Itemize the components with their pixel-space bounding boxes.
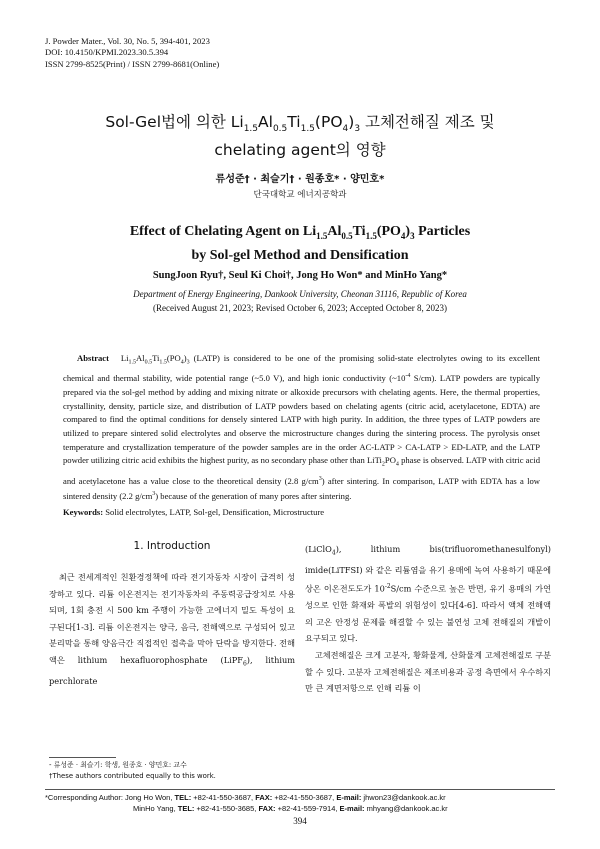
- footnote-divider: [49, 757, 116, 758]
- received-dates: (Received August 21, 2023; Revised October 6, 2023; Accepted October 8, 2023): [153, 303, 447, 313]
- corresponding-divider: [45, 789, 555, 790]
- keywords-label: Keywords:: [63, 507, 104, 517]
- korean-authors: 류성준† · 최슬기† · 원종호* · 양민호*: [215, 174, 385, 185]
- footnote-roles: - 류성준 · 최슬기: 학생, 원종호 · 양민호: 교수: [49, 761, 187, 769]
- journal-header: [45, 36, 219, 70]
- right-column-text: (LiClO$_4$), lithium bis(trifluoromethanesulfonyl) imide(LiTFSI) 와 같은 리튬염을 유기 용매에 녹여 사용하기 때문에 상온 이온전도도가 $10^{-2}S/cm$ 수준으로 높은 반면, 유기 용매의 가연성으로 인한 화재와 폭발의 위험성이 있다[4-6]. 따라서 액체 전해액의 고온 안정성 문제를 해결할 수 있는 불연성 고체 전해질의 개발이 요구되고 있다. 고체전해질은 크게 고분자, 황화물계, 산화물계 고체전해질로 구분할 수 있다. 고분자 고체전해질은 제조비용과 공정 측면에서 우수하지만 큰 계면저항으로 인해 리튬 이: [305, 541, 551, 697]
- korean-title: Sol-Gel법에 의한 $Li_{1.5}Al_{0.5}Ti_{1.5}(PO_4)_3$ 고체전해질 제조 및 chelating agent의 영향: [0, 112, 600, 161]
- journal-issn: ISSN 2799-8525(Print) / ISSN 2799-8681(Online): [45, 58, 220, 69]
- english-title-line2: by Sol-gel Method and Densification: [191, 247, 409, 263]
- right-paragraph-2: 고체전해질은 크게 고분자, 황화물계, 산화물계 고체전해질로 구분할 수 있다. 고분자 고체전해질은 제조비용과 공정 측면에서 우수하지만 큰 계면저항으로 인해 리튬 이: [305, 649, 551, 694]
- english-title: Effect of Chelating Agent on $Li_{1.5}Al_{0.5}Ti_{1.5}(PO_4)_3$ Particles by Sol-gel Method and Densification: [0, 222, 600, 265]
- section-heading: 1. Introduction: [133, 540, 211, 552]
- abstract: Abstract $Li_{1.5}Al_{0.5}Ti_{1.5}(PO_4)_3$ (LATP) is considered to be one of the promising solid-state electrolytes owing to its excellent chemical and thermal stability, wide potential range (~5.0 V), and high ionic conductivity ($\sim 10^{-4}$ S/cm). LATP powders are typically prepared via the sol-gel method by adding and mixing nitrate or alkoxide precursors with chelating agents. Here, the thermal properties, crystallinity, density, particle size, and distribution of LATP powders based on chelating agents (citric acid, acetylacetone, EDTA) are compared to find the optimal conditions for densely sintered LATP with high purity. In addition, the three types of LATP powders are utilized to prepare sintered solid electrolytes and observe the microstructure changes during the sintering process. The pyrolysis onset temperature and crystallization temperature of the powder samples are in the order AC-LATP > CA-LATP > ED-LATP, and the LATP powder utilizing citric acid exhibits the highest purity, as no secondary phase other than $LiTi_2PO_4$ phase is observed. LATP with citric acid and acetylacetone has a value close to the theoretical density (2.8 $g/cm^3$) after sintering. In comparison, LATP with EDTA has a low sintered density (2.2 $g/cm^3$) because of the generation of many pores after sintering.: [63, 353, 541, 501]
- journal-citation: J. Powder Mater., Vol. 30, No. 5, 394-401, 2023: [45, 36, 210, 46]
- corresponding-authors: [45, 792, 565, 814]
- korean-affiliation: 단국대학교 에너지공학과: [253, 190, 347, 200]
- corresponding-line-2: MinHo Yang, TEL: +82-41-550-3685, FAX: +82-41-559-7914, E-mail: mhyang@dankook.ac.kr: [133, 804, 448, 813]
- keywords: [63, 507, 540, 517]
- page-number: 394: [293, 816, 307, 826]
- footnotes: [49, 760, 216, 782]
- keywords-text: Solid electrolytes, LATP, Sol-gel, Densification, Microstructure: [103, 507, 325, 517]
- left-column-text: 최근 전세계적인 친환경정책에 따라 전기자동차 시장이 급격히 성장하고 있다. 리튬 이온전지는 전기자동차의 주동력공급장치로 사용되며, 1회 충전 시 500 km 주행이 가능한 고에너지 밀도 특성이 요구된다[1-3]. 리튬 이온전지는 양극, 음극, 전해액으로 구성되어 있고 분리막을 통해 양음극간 직접적인 접촉을 막아 단락을 방지한다. 전해액은 lithium hexafluorophosphate (LiPF$_6$), lithium perchlorate: [49, 572, 295, 687]
- journal-doi: DOI: 10.4150/KPMI.2023.30.5.394: [45, 47, 169, 58]
- english-authors: SungJoon Ryu†, Seul Ki Choi†, Jong Ho Won* and MinHo Yang*: [152, 270, 448, 281]
- korean-title-line2: chelating agent의 영향: [214, 141, 386, 160]
- corresponding-line-1: *Corresponding Author: Jong Ho Won, TEL: +82-41-550-3687, FAX: +82-41-550-3687, E-mail: jhwon23@dankook.ac.kr: [45, 793, 446, 802]
- footnote-equal-contribution: †These authors contributed equally to this work.: [49, 772, 216, 780]
- english-affiliation: Department of Energy Engineering, Dankook University, Cheonan 31116, Republic of Korea: [133, 289, 467, 299]
- abstract-label: Abstract: [77, 353, 109, 363]
